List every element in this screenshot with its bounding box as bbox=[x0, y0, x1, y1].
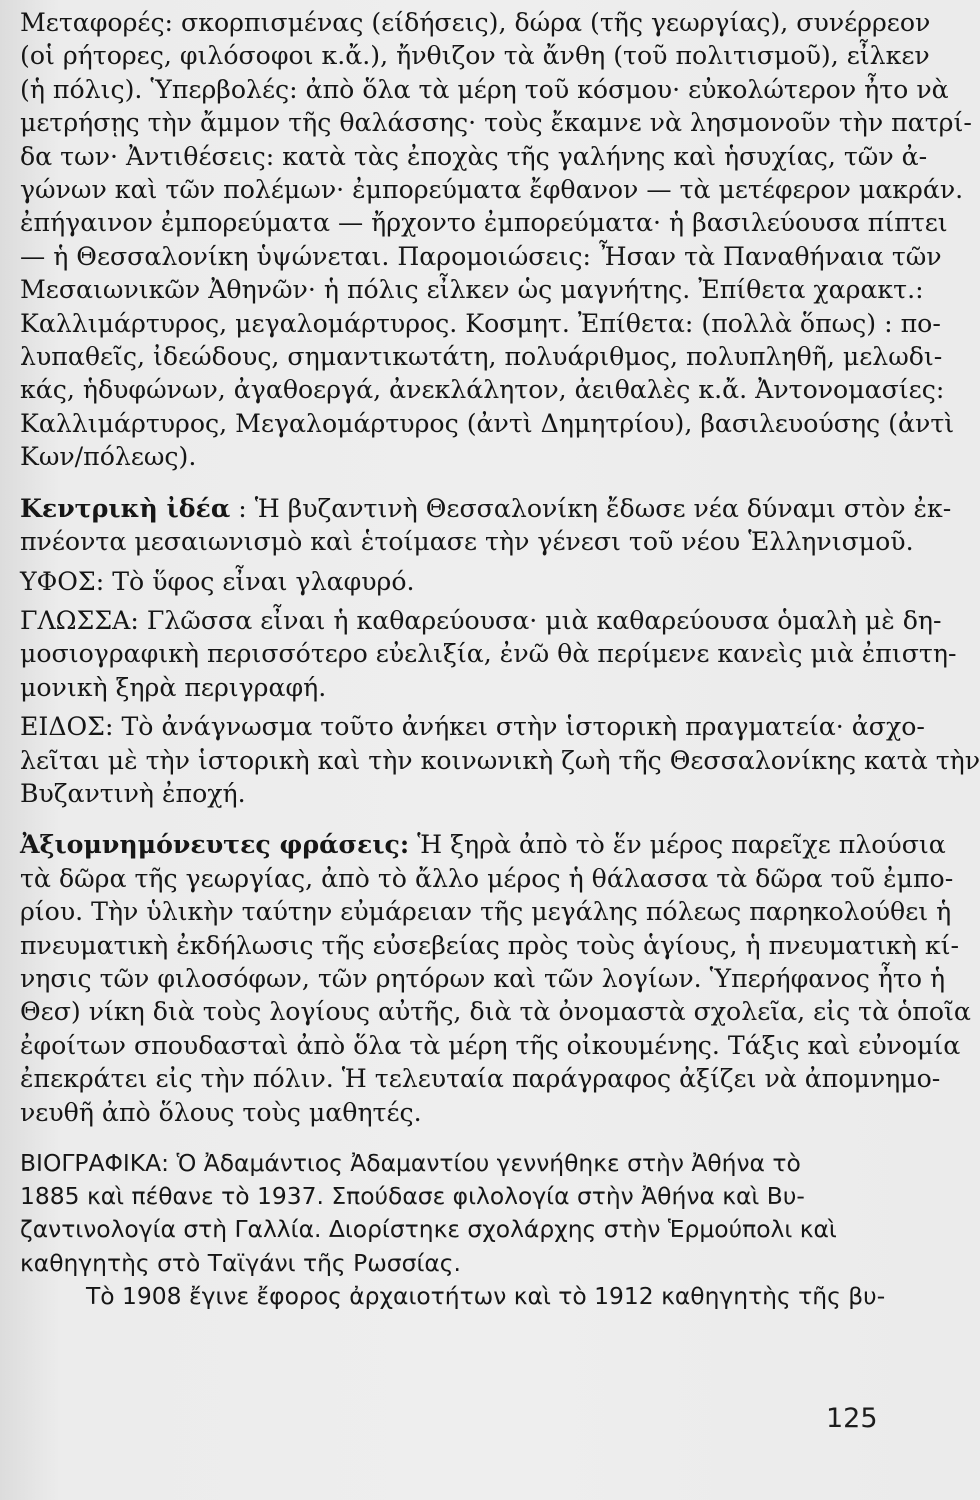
language-paragraph bbox=[20, 604, 957, 704]
text-line: κάς, ἡδυφώνων, ἀγαθοεργά, ἀνεκλάλητον, ἀειθαλὲς κ.ἄ. Ἀντονομασίες: bbox=[20, 375, 945, 405]
genre-paragraph bbox=[20, 710, 980, 810]
text-line: πνευματικὴ ἐκδήλωσις τῆς εὐσεβείας πρὸς τοὺς ἁγίους, ἡ πνευματικὴ κί- bbox=[20, 930, 959, 960]
text-line: Καλλιμάρτυρος, μεγαλομάρτυρος. Κοσμητ. Ἐπίθετα: (πολλὰ ὅπως) : πο- bbox=[20, 308, 941, 338]
text-line: ΒΙΟΓΡΑΦΙΚΑ: Ὁ Ἀδαμάντιος Ἀδαμαντίου γεννήθηκε στὴν Ἀθήνα τὸ bbox=[20, 1149, 801, 1177]
text-line: Μεσαιωνικῶν Ἀθηνῶν· ἡ πόλις εἶλκεν ὡς μαγνήτης. Ἐπίθετα χαρακτ.: bbox=[20, 275, 924, 305]
text-line: Μεταφορές: σκορπισμένας (είδήσεις), δώρα (τῆς γεωργίας), συνέρρεον bbox=[20, 8, 931, 37]
text-line: ἐπεκράτει εἰς τὴν πόλιν. Ἡ τελευταία παράγραφος ἀξίζει νὰ ἀπομνημο- bbox=[20, 1064, 941, 1094]
text-line: γώνων καὶ τῶν πολέμων· ἐμπορεύματα ἔφθανον — τὰ μετέφερον μακράν. bbox=[20, 175, 964, 205]
text-line: μετρήσῃς τὴν ἄμμον τῆς θαλάσσης· τοὺς ἔκαμνε νὰ λησμονοῦν τὴν πατρί- bbox=[20, 108, 972, 138]
biography-paragraph bbox=[20, 1147, 886, 1313]
text-line: Καλλιμάρτυρος, Μεγαλομάρτυρος (ἀντὶ Δημητρίου), βασιλευούσης (ἀντὶ bbox=[20, 408, 955, 438]
central-idea-label: Κεντρικὴ ἰδέα bbox=[20, 492, 231, 523]
notable-phrases-paragraph bbox=[20, 828, 971, 1129]
text-line: καθηγητὴς στὸ Ταϊγάνι τῆς Ρωσσίας. bbox=[20, 1248, 461, 1277]
text-line: νησις τῶν φιλοσόφων, τῶν ρητόρων καὶ τῶν λογίων. Ὑπερήφανος ἦτο ἡ bbox=[20, 963, 946, 993]
text-line: νευθῆ ἀπὸ ὅλους τοὺς μαθητές. bbox=[20, 1097, 422, 1127]
text-line bbox=[20, 828, 946, 861]
central-idea-text: : Ἡ βυζαντινὴ Θεσσαλονίκη ἔδωσε νέα δύναμι στὸν ἐκ- bbox=[230, 493, 952, 523]
text-line bbox=[20, 492, 952, 525]
text-line: (ἡ πόλις). Ὑπερβολές: ἀπὸ ὅλα τὰ μέρη τοῦ κόσμου· εὐκολώτερον ἦτο νὰ bbox=[20, 74, 949, 104]
style-paragraph bbox=[20, 565, 886, 598]
rhetorical-figures-paragraph bbox=[20, 6, 972, 474]
notable-phrases-label: Ἀξιομνημόνευτες φράσεις: bbox=[20, 829, 410, 860]
page-number: 125 bbox=[826, 1403, 878, 1434]
text-line: ρίου. Τὴν ὑλικὴν ταύτην εὐμάρειαν τῆς μεγάλης πόλεως παρηκολούθει ἡ bbox=[20, 897, 952, 927]
text-line: Τὸ 1908 ἔγινε ἔφορος ἀρχαιοτήτων καὶ τὸ 1912 καθηγητὴς τῆς βυ- bbox=[86, 1281, 886, 1310]
text-line: ζαντινολογία στὴ Γαλλία. Διορίστηκε σχολάρχης στὴν Ἑρμούπολι καὶ bbox=[20, 1215, 837, 1244]
text-line: λεῖται μὲ τὴν ἱστορικὴ καὶ τὴν κοινωνικὴ ζωὴ τῆς Θεσσαλονίκης κατὰ τὴν bbox=[20, 745, 980, 775]
text-line: μοσιογραφικὴ περισσότερο εὐελιξία, ἐνῶ θὰ περίμενε κανεὶς μιὰ ἐπιστη- bbox=[20, 639, 957, 669]
text-line: πνέοντα μεσαιωνισμὸ καὶ ἑτοίμασε τὴν γένεσι τοῦ νέου Ἑλληνισμοῦ. bbox=[20, 527, 914, 557]
text-line: Βυζαντινὴ ἐποχή. bbox=[20, 778, 246, 808]
text-line: μονικὴ ξηρὰ περιγραφή. bbox=[20, 672, 327, 702]
text-line: ΕΙΔΟΣ: Τὸ ἀνάγνωσμα τοῦτο ἀνήκει στὴν ἱστορικὴ πραγματεία· ἀσχο- bbox=[20, 712, 925, 742]
text-line: — ἡ Θεσσαλονίκη ὑψώνεται. Παρομοιώσεις: Ἦσαν τὰ Παναθήναια τῶν bbox=[20, 241, 942, 271]
text-line: δα των· Ἀντιθέσεις: κατὰ τὰς ἐποχὰς τῆς γαλήνης καὶ ἡσυχίας, τῶν ἀ- bbox=[20, 141, 928, 171]
text-line: ἐφοίτων σπουδασταὶ ἀπὸ ὅλα τὰ μέρη τῆς οἰκουμένης. Τάξις καὶ εὐνομία bbox=[20, 1030, 961, 1060]
text-line: Θεσ) νίκη διὰ τοὺς λογίους αὐτῆς, διὰ τὰ ὀνομαστὰ σχολεῖα, εἰς τὰ ὁποῖα bbox=[20, 997, 971, 1027]
text-line: ἐπήγαινον ἐμπορεύματα — ἤρχοντο ἐμπορεύματα· ἡ βασιλεύουσα πίπτει bbox=[20, 208, 948, 238]
text-line: ΥΦΟΣ: Τὸ ὕφος εἶναι γλαφυρό. bbox=[20, 566, 415, 596]
central-idea-paragraph bbox=[20, 492, 952, 559]
notable-phrases-text: Ἡ ξηρὰ ἀπὸ τὸ ἕν μέρος παρεῖχε πλούσια bbox=[409, 830, 946, 860]
text-line: λυπαθεῖς, ἰδεώδους, σημαντικωτάτη, πολυάριθμος, πολυπληθῆ, μελωδι- bbox=[20, 342, 943, 372]
text-line: ΓΛΩΣΣΑ: Γλῶσσα εἶναι ἡ καθαρεύουσα· μιὰ καθαρεύουσα ὁμαλὴ μὲ δη- bbox=[20, 605, 942, 635]
text-line: 1885 καὶ πέθανε τὸ 1937. Σπούδασε φιλολογία στὴν Ἀθήνα καὶ Βυ- bbox=[20, 1182, 805, 1211]
text-line: (οἱ ρήτορες, φιλόσοφοι κ.ἄ.), ἤνθιζον τὰ ἄνθη (τοῦ πολιτισμοῦ), εἶλκεν bbox=[20, 41, 930, 71]
page-content bbox=[20, 6, 980, 1313]
text-line: Κων/πόλεως). bbox=[20, 442, 197, 472]
text-line: τὰ δῶρα τῆς γεωργίας, ἀπὸ τὸ ἄλλο μέρος ἡ θάλασσα τὰ δῶρα τοῦ ἐμπο- bbox=[20, 863, 954, 893]
